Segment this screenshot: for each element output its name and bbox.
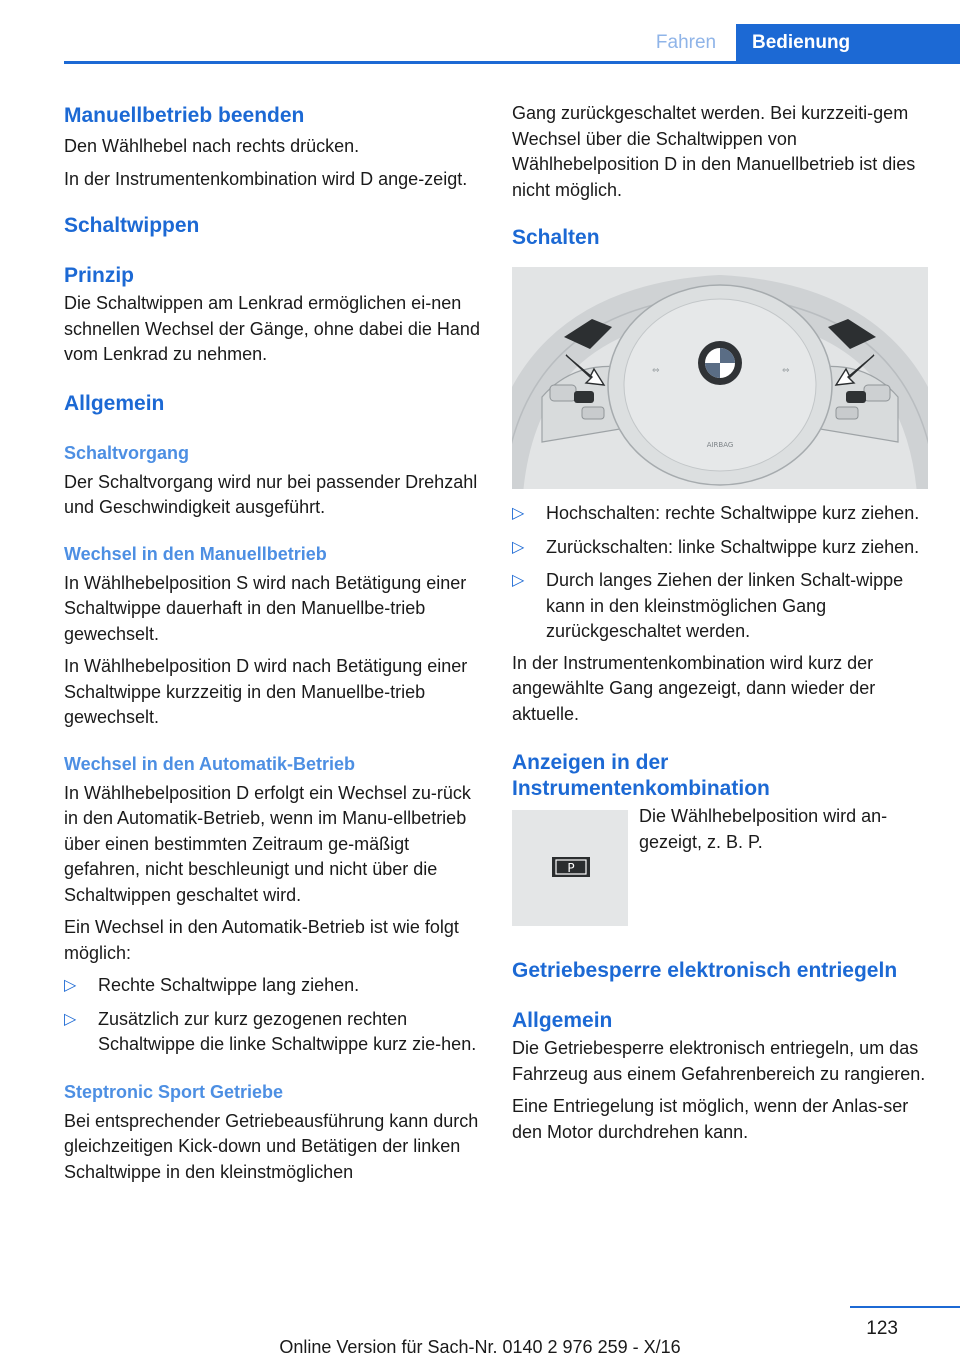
- heading-principle: Prinzip: [64, 264, 135, 287]
- gear-display-illustration: [512, 810, 628, 926]
- text-to-auto-1: In Wählhebelposition D erfolgt ein Wechsel zu‐rück in den Automatik-Betrieb, wenn im Manu‐ellbetrieb über einen bestimmten Zeitraum ge‐mäßigt gefahren, nicht beschleunigt und nicht über die Schaltwippen geschaltet wird.: [64, 782, 471, 905]
- steering-wheel-icon: [512, 267, 928, 489]
- svg-text:⇔: ⇔: [652, 366, 660, 376]
- text-display: Die Wählhebelposition wird an‐gezeigt, z. B. P.: [639, 806, 888, 852]
- list-item: [64, 1007, 480, 1058]
- page-number: 123: [866, 1318, 898, 1339]
- heading-to-auto: Wechsel in den Automatik-Betrieb: [64, 753, 356, 774]
- list-item: [512, 568, 928, 645]
- display-figure-row: [512, 804, 928, 932]
- list-item-text: Durch langes Ziehen der linken Schalt‐wippe kann in den kleinstmöglichen Gang zurückgeschaltet werden.: [546, 570, 904, 641]
- heading-general-right: Allgemein: [512, 1009, 613, 1032]
- tab-bedienung[interactable]: Bedienung: [736, 24, 960, 64]
- heading-steptronic: Steptronic Sport Getriebe: [64, 1081, 284, 1102]
- gear-p-label: P: [567, 861, 575, 875]
- text-manual-end-1: Den Wählhebel nach rechts drücken.: [64, 136, 360, 156]
- text-manual-end-2: In der Instrumentenkombination wird D ange‐zeigt.: [64, 168, 468, 189]
- footer-rule: [850, 1306, 960, 1308]
- heading-display: Anzeigen in der Instrumentenkombination: [512, 751, 770, 800]
- list-item: [512, 535, 928, 561]
- text-lock-1: Die Getriebesperre elektronisch entriegeln, um das Fahrzeug aus einem Gefahrenbereich zu rangieren.: [512, 1038, 926, 1084]
- right-column: [512, 100, 928, 1145]
- tab-fahren[interactable]: Fahren: [655, 32, 717, 53]
- heading-shifting: Schalten: [512, 226, 600, 249]
- text-to-manual-1: In Wählhebelposition S wird nach Betätigung einer Schaltwippe dauerhaft in den Manuellbe‐trieb gewechselt.: [64, 572, 467, 644]
- text-steptronic: Bei entsprechender Getriebeausführung kann durch gleichzeitigen Kick-down und Betätigen der linken Schaltwippe in den kleinstmöglichen: [64, 1110, 479, 1182]
- list-item-text: Zusätzlich zur kurz gezogenen rechten Schaltwippe die linke Schaltwippe kurz zie‐hen.: [98, 1008, 477, 1054]
- left-column: [64, 100, 480, 1185]
- text-after-list: In der Instrumentenkombination wird kurz der angewählte Gang angezeigt, dann wieder der aktuelle.: [512, 652, 876, 724]
- triangle-bullet-icon: ▷: [512, 572, 525, 589]
- text-continued: Gang zurückgeschaltet werden. Bei kurzzeiti‐gem Wechsel über die Schaltwippen von Wählhebelposition D in den Manuellbetrieb ist dies nicht möglich.: [512, 103, 916, 200]
- text-principle: Die Schaltwippen am Lenkrad ermöglichen ei‐nen schnellen Wechsel der Gänge, ohne dabei die Hand vom Lenkrad zu nehmen.: [64, 293, 480, 364]
- text-to-manual-2: In Wählhebelposition D wird nach Betätigung einer Schaltwippe kurzzeitig in den Manuellbe‐trieb gewechselt.: [64, 656, 468, 727]
- list-item-text: Hochschalten: rechte Schaltwippe kurz ziehen.: [546, 503, 920, 523]
- list-item-text: Rechte Schaltwippe lang ziehen.: [98, 975, 360, 995]
- list-item: [512, 501, 928, 527]
- text-to-auto-2: Ein Wechsel in den Automatik-Betrieb ist wie folgt möglich:: [64, 917, 459, 963]
- steering-wheel-illustration: [512, 267, 928, 489]
- svg-text:⇔: ⇔: [782, 366, 790, 376]
- triangle-bullet-icon: ▷: [512, 505, 525, 522]
- list-item-text: Zurückschalten: linke Schaltwippe kurz ziehen.: [546, 536, 920, 557]
- triangle-bullet-icon: ▷: [64, 977, 77, 994]
- heading-to-manual: Wechsel in den Manuellbetrieb: [64, 543, 327, 564]
- heading-paddles: Schaltwippen: [64, 214, 200, 237]
- triangle-bullet-icon: ▷: [64, 1010, 77, 1028]
- heading-lock: Getriebesperre elektronisch entriegeln: [512, 959, 898, 982]
- triangle-bullet-icon: ▷: [512, 538, 525, 556]
- list-item: [64, 973, 480, 999]
- text-lock-2: Eine Entriegelung ist möglich, wenn der Anlas‐ser den Motor durchdrehen kann.: [512, 1096, 909, 1142]
- heading-general: Allgemein: [64, 391, 165, 415]
- text-shift: Der Schaltvorgang wird nur bei passender Drehzahl und Geschwindigkeit ausgeführt.: [64, 471, 478, 517]
- heading-shift: Schaltvorgang: [64, 442, 190, 463]
- footer-version: Online Version für Sach-Nr. 0140 2 976 259 - X/16: [279, 1337, 681, 1357]
- airbag-label: AIRBAG: [706, 441, 734, 449]
- heading-manual-end: Manuellbetrieb beenden: [64, 104, 305, 127]
- gear-p-icon: [512, 810, 628, 926]
